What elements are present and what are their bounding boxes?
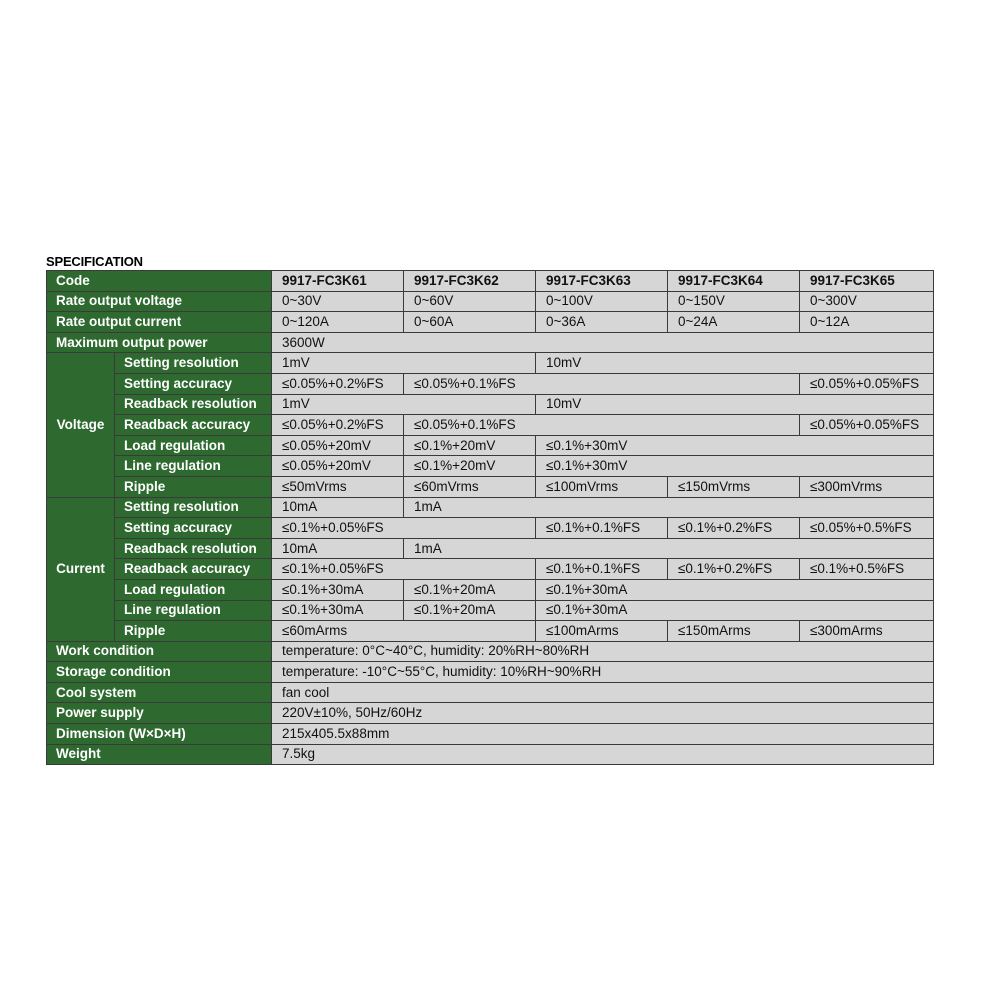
cell: ≤0.1%+30mA — [536, 579, 934, 600]
table-row-c-readback-accuracy — [47, 559, 934, 580]
table-row-v-load-regulation — [47, 435, 934, 456]
row-label: Cool system — [47, 682, 272, 703]
cell: 0~24A — [668, 312, 800, 333]
cell: 10mA — [272, 538, 404, 559]
row-label: Line regulation — [115, 456, 272, 477]
row-label: Readback resolution — [115, 538, 272, 559]
row-label: Code — [47, 271, 272, 292]
cell: ≤150mVrms — [668, 476, 800, 497]
cell: ≤0.05%+20mV — [272, 456, 404, 477]
cell: ≤0.1%+20mV — [404, 456, 536, 477]
row-label: Ripple — [115, 621, 272, 642]
row-label: Rate output voltage — [47, 291, 272, 312]
cell: 10mV — [536, 394, 934, 415]
cell: ≤0.1%+0.2%FS — [668, 518, 800, 539]
cell: ≤0.05%+0.05%FS — [800, 373, 934, 394]
row-label: Dimension (W×D×H) — [47, 724, 272, 745]
cell: 3600W — [272, 332, 934, 353]
cell: ≤0.1%+20mA — [404, 600, 536, 621]
table-row-v-setting-resolution — [47, 353, 934, 374]
row-label: Readback resolution — [115, 394, 272, 415]
cell: ≤0.05%+0.5%FS — [800, 518, 934, 539]
cell: 0~12A — [800, 312, 934, 333]
table-row-dimension — [47, 724, 934, 745]
cell: 0~120A — [272, 312, 404, 333]
group-label-current: Current — [47, 497, 115, 641]
cell: temperature: -10°C~55°C, humidity: 10%RH~90%RH — [272, 662, 934, 683]
cell: ≤300mArms — [800, 621, 934, 642]
cell: 7.5kg — [272, 744, 934, 765]
cell: ≤0.05%+0.05%FS — [800, 415, 934, 436]
table-row-work-condition — [47, 641, 934, 662]
cell: 220V±10%, 50Hz/60Hz — [272, 703, 934, 724]
cell: ≤50mVrms — [272, 476, 404, 497]
cell: 1mA — [404, 538, 934, 559]
row-label: Work condition — [47, 641, 272, 662]
table-row-power-supply — [47, 703, 934, 724]
cell: fan cool — [272, 682, 934, 703]
cell: temperature: 0°C~40°C, humidity: 20%RH~80%RH — [272, 641, 934, 662]
table-row-c-setting-resolution — [47, 497, 934, 518]
cell: 1mV — [272, 394, 536, 415]
cell: 0~36A — [536, 312, 668, 333]
group-label-voltage: Voltage — [47, 353, 115, 497]
cell: ≤0.05%+0.2%FS — [272, 373, 404, 394]
table-row-c-ripple — [47, 621, 934, 642]
row-label: Rate output current — [47, 312, 272, 333]
cell: 10mA — [272, 497, 404, 518]
row-label: Setting accuracy — [115, 518, 272, 539]
row-label: Setting resolution — [115, 353, 272, 374]
cell: ≤0.1%+30mV — [536, 456, 934, 477]
row-label: Ripple — [115, 476, 272, 497]
row-label: Setting accuracy — [115, 373, 272, 394]
cell: ≤0.1%+0.2%FS — [668, 559, 800, 580]
cell: 215x405.5x88mm — [272, 724, 934, 745]
row-label: Setting resolution — [115, 497, 272, 518]
table-row-v-line-regulation — [47, 456, 934, 477]
cell: ≤60mVrms — [404, 476, 536, 497]
table-row-rate-voltage — [47, 291, 934, 312]
row-label: Power supply — [47, 703, 272, 724]
table-row-max-power — [47, 332, 934, 353]
cell: ≤100mVrms — [536, 476, 668, 497]
table-row-cool-system — [47, 682, 934, 703]
row-label: Weight — [47, 744, 272, 765]
cell: ≤0.05%+20mV — [272, 435, 404, 456]
cell: 0~60V — [404, 291, 536, 312]
table-row-c-readback-resolution — [47, 538, 934, 559]
cell: 0~150V — [668, 291, 800, 312]
table-row-v-setting-accuracy — [47, 373, 934, 394]
table-row-v-ripple — [47, 476, 934, 497]
cell: ≤0.1%+20mA — [404, 579, 536, 600]
cell: ≤0.1%+0.05%FS — [272, 518, 536, 539]
table-row-v-readback-accuracy — [47, 415, 934, 436]
cell: ≤0.1%+30mA — [536, 600, 934, 621]
row-label: Line regulation — [115, 600, 272, 621]
table-row-rate-current — [47, 312, 934, 333]
row-label: Readback accuracy — [115, 415, 272, 436]
table-row-c-line-regulation — [47, 600, 934, 621]
table-row-storage-condition — [47, 662, 934, 683]
cell: ≤0.1%+0.05%FS — [272, 559, 536, 580]
cell: 0~30V — [272, 291, 404, 312]
row-label: Load regulation — [115, 579, 272, 600]
cell: ≤0.05%+0.2%FS — [272, 415, 404, 436]
cell: ≤0.1%+30mV — [536, 435, 934, 456]
table-row-code — [47, 271, 934, 292]
cell: ≤0.1%+0.5%FS — [800, 559, 934, 580]
cell: 0~100V — [536, 291, 668, 312]
cell: ≤0.1%+0.1%FS — [536, 559, 668, 580]
cell: 1mA — [404, 497, 934, 518]
cell: ≤300mVrms — [800, 476, 934, 497]
table-row-c-setting-accuracy — [47, 518, 934, 539]
cell: ≤150mArms — [668, 621, 800, 642]
cell: ≤60mArms — [272, 621, 536, 642]
cell: ≤0.1%+30mA — [272, 579, 404, 600]
cell: 1mV — [272, 353, 536, 374]
row-label: Load regulation — [115, 435, 272, 456]
cell: ≤0.1%+30mA — [272, 600, 404, 621]
cell: 10mV — [536, 353, 934, 374]
cell: ≤0.1%+20mV — [404, 435, 536, 456]
cell: ≤0.1%+0.1%FS — [536, 518, 668, 539]
cell: 0~60A — [404, 312, 536, 333]
table-row-weight — [47, 744, 934, 765]
table-row-v-readback-resolution — [47, 394, 934, 415]
model-header: 9917-FC3K62 — [404, 271, 536, 292]
cell: ≤100mArms — [536, 621, 668, 642]
row-label: Readback accuracy — [115, 559, 272, 580]
model-header: 9917-FC3K64 — [668, 271, 800, 292]
cell: ≤0.05%+0.1%FS — [404, 415, 800, 436]
table-row-c-load-regulation — [47, 579, 934, 600]
row-label: Maximum output power — [47, 332, 272, 353]
model-header: 9917-FC3K65 — [800, 271, 934, 292]
page-title: SPECIFICATION — [46, 254, 143, 269]
spec-table — [46, 270, 934, 765]
cell: 0~300V — [800, 291, 934, 312]
cell: ≤0.05%+0.1%FS — [404, 373, 800, 394]
model-header: 9917-FC3K61 — [272, 271, 404, 292]
model-header: 9917-FC3K63 — [536, 271, 668, 292]
row-label: Storage condition — [47, 662, 272, 683]
